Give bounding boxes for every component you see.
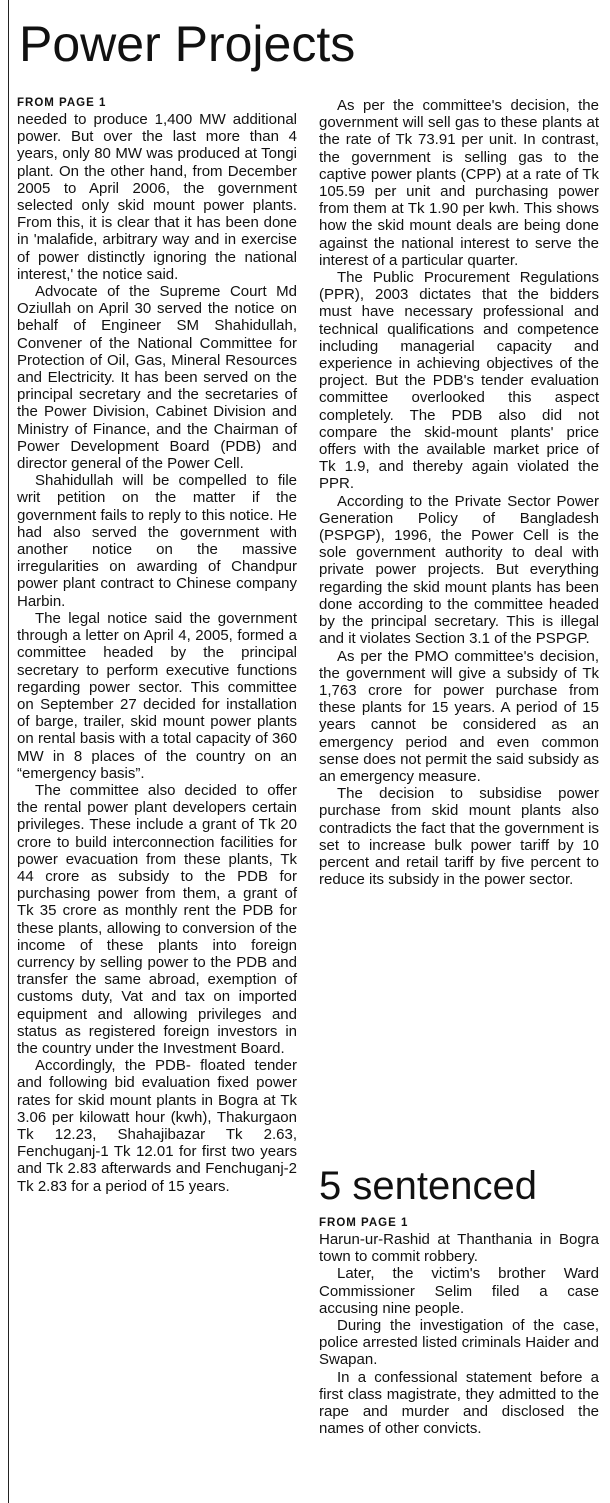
story2-paragraph: In a confessional statement before a first class magistrate, they admitted to the rape and murder and disclosed the names of other convicts. xyxy=(319,1368,599,1438)
story2-block xyxy=(319,1216,599,1437)
story1-body-left xyxy=(17,111,297,1195)
story1-paragraph: Advocate of the Supreme Court Md Oziullah on April 30 served the notice on behalf of Engineer SM Shahidullah, Convener of the National Committee for Protection of Oil, Gas, Mineral Resources and Electricity. It has been served on the principal secretary and the secretaries of the Power Division, Cabinet Division and Ministry of Finance, and the Chairman of Power Development Board (PDB) and director general of the Power Cell. xyxy=(17,283,297,473)
story1-paragraph: As per the committee's decision, the government will sell gas to these plants at the rate of Tk 73.91 per unit. In contrast, the government is selling gas to the captive power plants (CPP) at a rate of Tk 105.59 per unit and purchasing power from them at Tk 1.90 per kwh. This shows how the skid mount deals are being done against the national interest to serve the interest of a particular quarter. xyxy=(319,97,599,269)
story1-paragraph: As per the PMO committee's decision, the government will give a subsidy of Tk 1,763 crore for power purchase from these plants for 15 years. A period of 15 years cannot be considered as an emergency period and even common sense does not permit the said subsidy as an emergency measure. xyxy=(319,647,599,785)
left-column xyxy=(17,0,297,1503)
story1-left-block xyxy=(17,96,297,1195)
story2-headline: 5 sentenced xyxy=(319,1164,537,1208)
story2-body xyxy=(319,1231,599,1437)
story1-paragraph: The decision to subsidise power purchase from skid mount plants also contradicts the fact that the government is set to increase bulk power tariff by 10 percent and retail tariff by five percent to reduce its subsidy in the power sector. xyxy=(319,785,599,889)
story2-paragraph: Later, the victim's brother Ward Commissioner Selim filed a case accusing nine people. xyxy=(319,1265,599,1317)
story2-kicker: FROM PAGE 1 xyxy=(319,1217,409,1229)
story1-paragraph: The committee also decided to offer the rental power plant developers certain privileges. These include a grant of Tk 20 crore to build interconnection facilities for power evacuation from these plants, Tk 44 crore as subsidy to the PDB for purchasing power from them, a grant of Tk 35 crore as monthly rent the PDB for these plants, allowing to conversion of the income of these plants into foreign currency by selling power to the PDB and transfer the same abroad, exemption of customs duty, Vat and tax on imported equipment and allowing privileges and status as registered foreign investors in the country under the Investment Board. xyxy=(17,781,297,1057)
story1-paragraph: needed to produce 1,400 MW additional power. But over the last more than 4 years, only 80 MW was produced at Tongi plant. On the other hand, from December 2005 to April 2006, the government selected only skid mount power plants. From this, it is clear that it has been done in 'malafide, arbitrary way and in exercise of power distinctly ignoring the national interest,' the notice said. xyxy=(17,111,297,283)
story1-paragraph: The legal notice said the government through a letter on April 4, 2005, formed a committee headed by the principal secretary to perform executive functions regarding power sector. This committee on September 27 decided for installation of barge, trailer, skid mount power plants on rental basis with a total capacity of 360 MW in 8 places of the country on an “emergency basis”. xyxy=(17,609,297,782)
story2-paragraph: During the investigation of the case, police arrested listed criminals Haider and Swapan. xyxy=(319,1317,599,1369)
page-headline: Power Projects xyxy=(19,16,356,72)
story1-paragraph: Shahidullah will be compelled to file writ petition on the matter if the government fails to reply to this notice. He had also served the government with another notice on the massive irregularities on awarding of Chandpur power plant contract to Chinese company Harbin. xyxy=(17,472,297,610)
story2-paragraph: Harun-ur-Rashid at Thanthania in Bogra town to commit robbery. xyxy=(319,1231,599,1266)
right-column xyxy=(319,0,599,1503)
story1-right-block xyxy=(319,97,599,888)
story1-paragraph: Accordingly, the PDB- floated tender and following bid evaluation fixed power rates for skid mount plants in Bogra at Tk 3.06 per kilowatt hour (kwh), Thakurgaon Tk 12.23, Shahajibazar Tk 2.63, Fenchuganj-1 Tk 12.01 for first two years and Tk 2.83 afterwards and Fenchuganj-2 Tk 2.83 for a period of 15 years. xyxy=(17,1057,297,1195)
story1-paragraph: The Public Procurement Regulations (PPR), 2003 dictates that the bidders must have necessary professional and technical qualifications and competence including managerial capacity and experience in achieving objectives of the project. But the PDB's tender evaluation committee overlooked this aspect completely. The PDB also did not compare the skid-mount plants' price offers with the available market price of Tk 1.9, and thereby again violated the PPR. xyxy=(319,269,599,493)
story1-body-right xyxy=(319,97,599,888)
column-rule xyxy=(8,0,9,1503)
story1-kicker: FROM PAGE 1 xyxy=(17,97,107,109)
story1-paragraph: According to the Private Sector Power Generation Policy of Bangladesh (PSPGP), 1996, the Power Cell is the sole government authority to deal with private power projects. But everything regarding the skid mount plants has been done according to the committee headed by the principal secretary. This is illegal and it violates Section 3.1 of the PSPGP. xyxy=(319,492,599,648)
